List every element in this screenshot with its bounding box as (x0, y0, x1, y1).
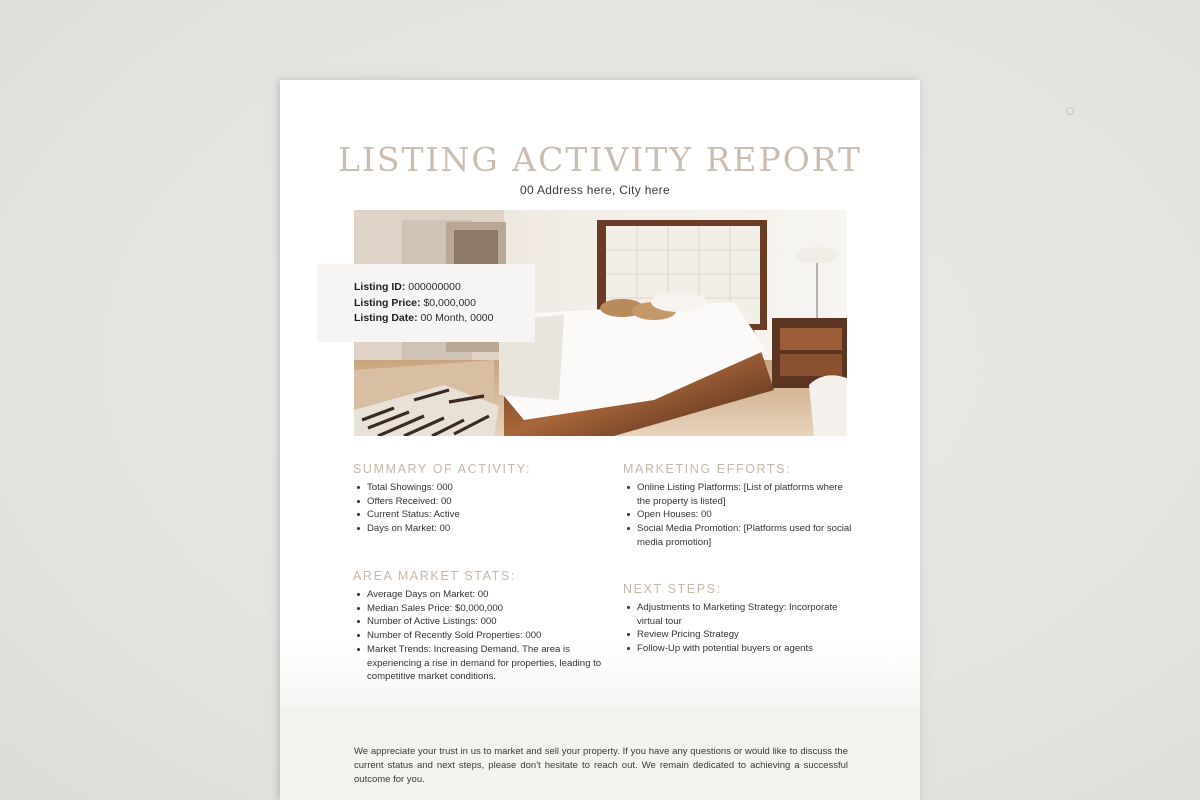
list-item: Number of Recently Sold Properties: 000 (353, 629, 603, 643)
list-item: Average Days on Market: 00 (353, 588, 603, 602)
listing-date-label: Listing Date: (354, 312, 418, 324)
listing-date (354, 311, 535, 327)
list-item: Follow-Up with potential buyers or agents (623, 642, 853, 656)
backdrop-speck (1066, 107, 1074, 115)
list-item: Days on Market: 00 (353, 522, 603, 536)
list-item: Open Houses: 00 (623, 508, 853, 522)
list-item: Total Showings: 000 (353, 481, 603, 495)
list-item: Offers Received: 00 (353, 495, 603, 509)
closing-note (280, 706, 920, 800)
list-item: Market Trends: Increasing Demand. The area is experiencing a rise in demand for properties, leading to competitive market conditions. (353, 643, 603, 684)
listing-info-card (317, 264, 535, 342)
listing-id-value: 000000000 (408, 281, 461, 293)
summary-section (353, 462, 603, 536)
closing-note-text: We appreciate your trust in us to market and sell your property. If you have any questions or would like to discuss the current status and next steps, please don't hesitate to reach out. We remain dedicated to achieving a successful outcome for you. (354, 746, 848, 785)
list-item: Adjustments to Marketing Strategy: Incorporate virtual tour (623, 601, 853, 628)
marketing-heading: MARKETING EFFORTS: (623, 462, 792, 476)
list-item: Online Listing Platforms: [List of platforms where the property is listed] (623, 481, 853, 508)
listing-id-label: Listing ID: (354, 281, 406, 293)
property-address: 00 Address here, City here (520, 183, 670, 197)
summary-list (353, 481, 603, 536)
list-item: Social Media Promotion: [Platforms used for social media promotion] (623, 522, 853, 549)
area-stats-heading: AREA MARKET STATS: (353, 569, 516, 583)
list-item: Current Status: Active (353, 508, 603, 522)
next-steps-list (623, 601, 853, 656)
listing-id (354, 280, 535, 296)
next-steps-section (623, 582, 853, 656)
marketing-section (623, 462, 853, 550)
summary-heading: SUMMARY OF ACTIVITY: (353, 462, 532, 476)
listing-price (354, 296, 535, 312)
marketing-list (623, 481, 853, 550)
area-stats-list (353, 588, 603, 684)
listing-price-value: $0,000,000 (423, 296, 476, 309)
next-steps-heading: NEXT STEPS: (623, 582, 722, 596)
list-item: Median Sales Price: $0,000,000 (353, 602, 603, 616)
list-item: Review Pricing Strategy (623, 628, 853, 642)
list-item: Number of Active Listings: 000 (353, 615, 603, 629)
report-page (280, 80, 920, 800)
listing-price-label: Listing Price: (354, 296, 421, 309)
listing-date-value: 00 Month, 0000 (420, 312, 494, 324)
report-title: LISTING ACTIVITY REPORT (337, 140, 863, 179)
area-stats-section (353, 569, 603, 684)
